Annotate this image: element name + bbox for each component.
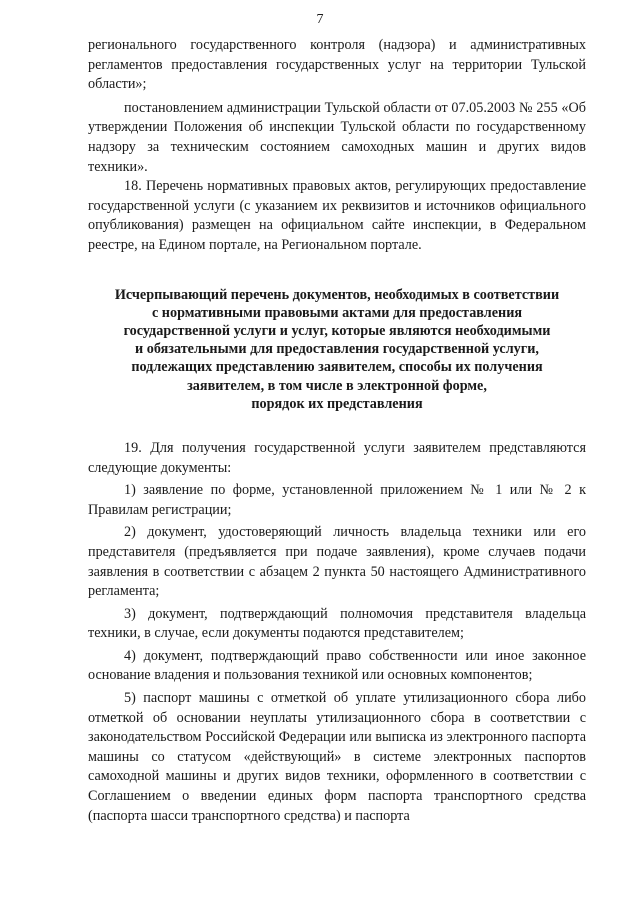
heading-line: подлежащих представлению заявителем, способы их получения xyxy=(131,359,543,376)
paragraph: 18. Перечень нормативных правовых актов, регулирующих предоставление государственной услуги (с указанием их реквизитов и источников официального опубликования) размещен на официальном сайте инспекции, в Федеральном реестре, на Едином портале, на Региональном портале. xyxy=(88,178,586,253)
document-body xyxy=(88,36,586,826)
heading-line: и обязательными для предоставления государственной услуги, xyxy=(135,341,539,358)
heading-line: с нормативными правовыми актами для предоставления xyxy=(151,304,523,321)
heading-line: Исчерпывающий перечень документов, необходимых в соответствии xyxy=(114,286,560,303)
list-item: 1) заявление по форме, установленной приложением № 1 или № 2 к Правилам регистрации; xyxy=(88,482,586,518)
section-heading xyxy=(88,286,586,413)
paragraph: постановлением администрации Тульской области от 07.05.2003 № 255 «Об утверждении Положения об инспекции Тульской области по государственному надзору за техническим состоянием самоходных машин и других видов техники». xyxy=(88,99,586,175)
heading-line: заявителем, в том числе в электронной форме, xyxy=(187,377,487,394)
list-item: 3) документ, подтверждающий полномочия представителя владельца техники, в случае, если документы подаются представителем; xyxy=(88,605,586,642)
heading-line: государственной услуги и услуг, которые являются необходимыми xyxy=(123,322,551,339)
list-item: 2) документ, удостоверяющий личность владельца техники или его представителя (предъявляется при подаче заявления), кроме случаев подачи заявления в соответствии с абзацем 2 пункта 50 настоящего Административного регламента; xyxy=(88,524,586,600)
page-number: 7 xyxy=(316,12,324,27)
list-item: 5) паспорт машины с отметкой об уплате утилизационного сбора либо отметкой об основании неуплаты утилизационного сбора в соответствии с законодательством Российской Федерации или выписка из электронного паспорта машины со статусом «действующий» в системе электронных паспортов самоходной машины и других видов техники, оформленного в соответствии с Соглашением о введении единых форм паспорта транспортного средства (паспорта шасси транспортного средства) и паспорта xyxy=(88,690,586,824)
heading-line: порядок их представления xyxy=(251,395,423,412)
list-item: 4) документ, подтверждающий право собственности или иное законное основание владения и пользования техникой или основных компонентов; xyxy=(88,647,586,684)
documents-list xyxy=(88,439,586,826)
paragraph: 19. Для получения государственной услуги заявителем представляются следующие документы: xyxy=(88,439,586,476)
paragraph: регионального государственного контроля (надзора) и административных регламентов предоставления государственных услуг на территории Тульской области»; xyxy=(88,37,586,93)
